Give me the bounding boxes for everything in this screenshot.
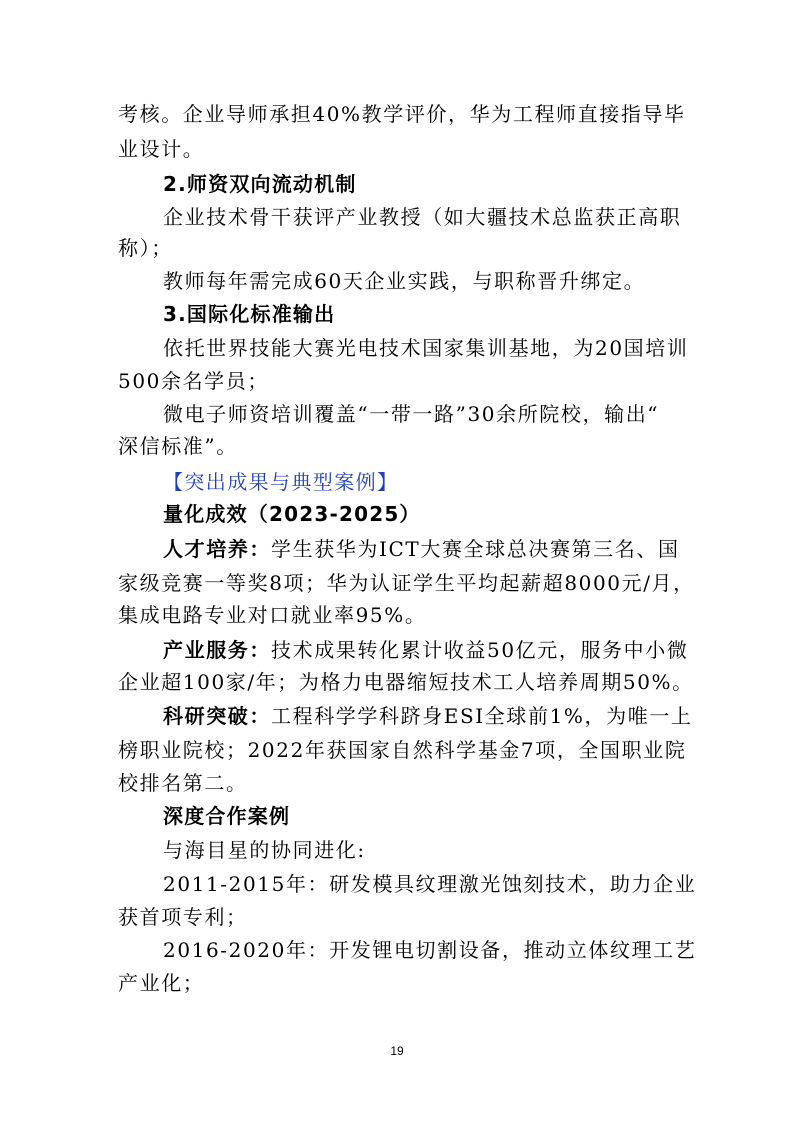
page-number: 19 (390, 1044, 404, 1058)
label-research: 科研突破： (163, 704, 271, 728)
paragraph-line: 业设计。 (118, 137, 205, 161)
paragraph-line: 考核。企业导师承担40%教学评价，华为工程师直接指导毕 (118, 102, 686, 126)
text-talent: 学生获华为ICT大赛全球总决赛第三名、国 (271, 537, 680, 561)
section-title: 【突出成果与典型案例】 (163, 470, 399, 494)
paragraph-line: 深信标准”。 (118, 434, 238, 458)
heading-cooperation-cases: 深度合作案例 (163, 804, 291, 828)
paragraph-line: 校排名第二。 (118, 771, 248, 795)
heading-international-standards: 3.国际化标准输出 (163, 302, 336, 326)
paragraph-line: 产业化； (118, 971, 205, 995)
label-industry: 产业服务： (163, 638, 271, 662)
heading-quantified-results: 量化成效（2023-2025） (163, 502, 421, 526)
text-industry: 技术成果转化累计收益50亿元，服务中小微 (271, 638, 689, 662)
paragraph-line: 企业超100家/年；为格力电器缩短技术工人培养周期50%。 (118, 670, 694, 694)
paragraph-line: 依托世界技能大赛光电技术国家集训基地，为20国培训 (163, 336, 689, 360)
paragraph-line: 微电子师资培训覆盖“一带一路”30余所院校，输出“ (163, 402, 660, 426)
paragraph-line: 称）； (118, 236, 173, 260)
paragraph-line: 与海目星的协同进化: (163, 838, 366, 862)
paragraph-line: 2016-2020年：开发锂电切割设备，推动立体纹理工艺 (163, 938, 697, 962)
label-talent: 人才培养： (163, 537, 271, 561)
text-research: 工程科学学科跻身ESI全球前1%，为唯一上 (271, 704, 693, 728)
paragraph-line: 企业技术骨干获评产业教授（如大疆技术总监获正高职 (163, 205, 682, 229)
paragraph-line (163, 702, 794, 730)
paragraph-line: 家级竞赛一等奖8项；华为认证学生平均起薪超8000元/月， (118, 571, 695, 595)
paragraph-line: 榜职业院校；2022年获国家自然科学基金7项，全国职业院 (118, 738, 687, 762)
paragraph-line: 500余名学员； (118, 369, 269, 393)
paragraph-line (163, 636, 794, 664)
paragraph-line: 获首项专利； (118, 905, 248, 929)
heading-teacher-mobility: 2.师资双向流动机制 (163, 172, 357, 196)
paragraph-line: 教师每年需完成60天企业实践，与职称晋升绑定。 (163, 269, 646, 293)
paragraph-line: 集成电路专业对口就业率95%。 (118, 603, 427, 627)
paragraph-line (163, 535, 794, 563)
paragraph-line: 2011-2015年：研发模具纹理激光蚀刻技术，助力企业 (163, 872, 697, 896)
